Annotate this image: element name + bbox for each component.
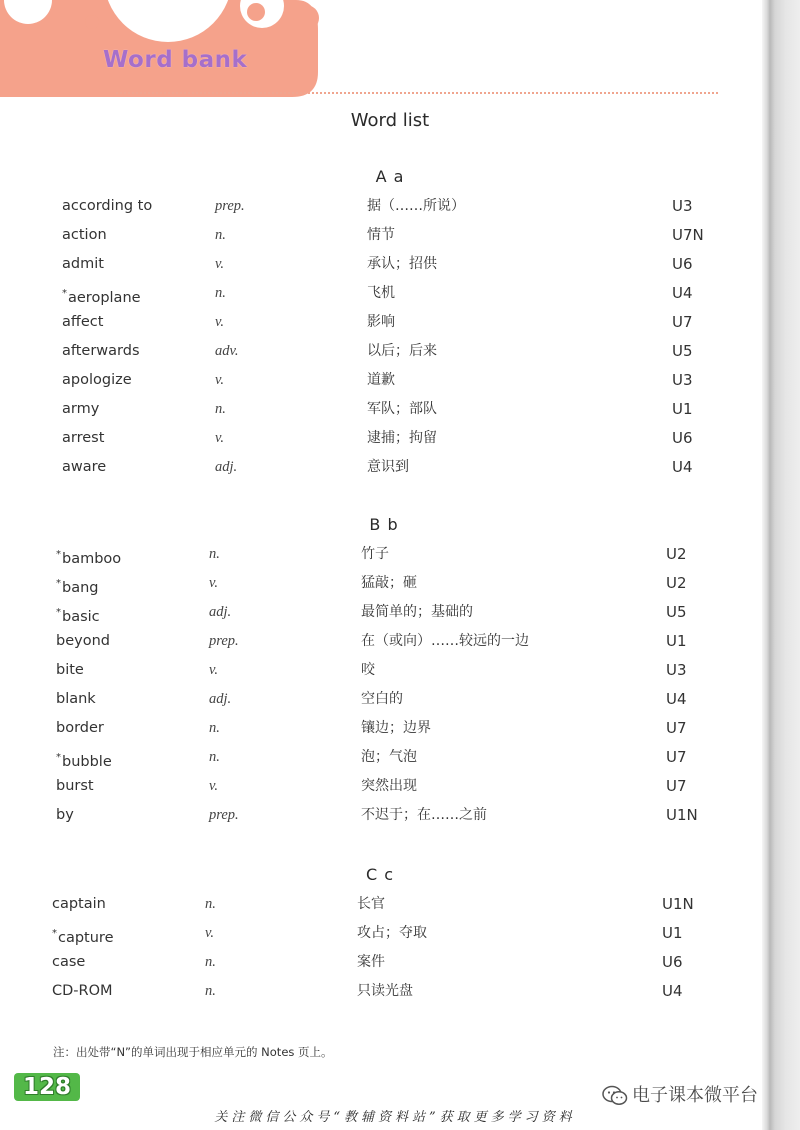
entry-part-of-speech: n. [209,749,220,765]
entry-word: border [56,720,104,736]
entry-unit: U7 [672,313,693,331]
entry-part-of-speech: adj. [209,604,232,620]
section-c [0,860,750,1006]
footer-promo-text: 关注微信公众号“教辅资料站”获取更多学习资料 [214,1110,576,1125]
header-title: Word bank [103,47,248,73]
entry-word: army [62,401,100,417]
entry-meaning: 突然出现 [361,778,417,794]
entry-word: captain [52,896,106,912]
entry-word-cell [62,424,104,453]
entry-word-cell [62,221,107,250]
entry-word-cell [52,977,113,1006]
entry-unit: U6 [672,429,693,447]
dotted-divider [116,92,718,94]
word-entry [0,714,754,743]
entry-unit: U3 [672,371,693,389]
word-entry [0,919,750,948]
entry-word: affect [62,314,104,330]
entry-unit: U4 [666,690,687,708]
entry-word-cell [56,656,84,685]
entry-meaning: 空白的 [361,691,403,707]
footnote: 注：出处带“N”的单词出现于相应单元的 Notes 页上。 [53,1045,333,1059]
entry-part-of-speech: v. [215,314,224,330]
word-entry [0,192,760,221]
entry-part-of-speech: v. [215,256,224,272]
word-entry [0,627,754,656]
entry-star-mark: * [52,928,57,939]
entry-word-cell [62,453,106,482]
entry-part-of-speech: n. [209,546,220,562]
entry-part-of-speech: n. [205,954,216,970]
entry-unit: U1N [666,806,698,824]
section-a [0,162,760,482]
entry-meaning: 泡；气泡 [361,749,417,765]
word-entry [0,308,760,337]
entry-meaning: 镶边；边界 [361,720,431,736]
entry-meaning: 飞机 [367,285,395,301]
entry-meaning: 情节 [367,227,395,243]
entry-unit: U6 [672,255,693,273]
entry-part-of-speech: n. [205,983,216,999]
entry-star-mark: * [56,752,61,763]
entry-part-of-speech: v. [209,662,218,678]
word-entry [0,598,754,627]
word-entry [0,685,754,714]
entry-word-cell [62,308,103,337]
entry-word-cell [62,250,104,279]
word-entry [0,395,760,424]
watermark-text: 电子课本微平台 [632,1085,758,1106]
entry-star-mark: * [56,549,61,560]
entry-meaning: 影响 [367,314,395,330]
word-entry [0,279,760,308]
word-entry [0,772,754,801]
entry-part-of-speech: prep. [215,198,245,214]
word-entry [0,977,750,1006]
entry-meaning: 攻占；夺取 [357,925,427,941]
entry-unit: U1N [662,895,694,913]
entry-meaning: 据（……所说） [367,198,465,214]
entry-part-of-speech: v. [209,778,218,794]
word-entry [0,948,750,977]
entry-word: by [56,807,74,823]
entry-meaning: 猛敲；砸 [361,575,417,591]
entry-meaning: 不迟于；在……之前 [361,807,487,823]
entry-part-of-speech: n. [215,285,226,301]
entry-part-of-speech: v. [215,430,224,446]
word-entry [0,424,760,453]
entry-word: bang [62,580,99,596]
section-b [0,510,754,830]
entry-word: apologize [62,372,132,388]
entry-part-of-speech: n. [215,401,226,417]
entry-unit: U3 [666,661,687,679]
entry-part-of-speech: v. [215,372,224,388]
entry-word: afterwards [62,343,140,359]
entry-meaning: 案件 [357,954,385,970]
entry-word-cell [56,685,96,714]
entry-word: burst [56,778,94,794]
entry-meaning: 以后；后来 [367,343,437,359]
section-heading: A a [375,167,405,186]
entry-meaning: 最简单的；基础的 [361,604,473,620]
entry-part-of-speech: adv. [215,343,239,359]
section-heading: C c [365,865,395,884]
entry-unit: U6 [662,953,683,971]
entry-star-mark: * [56,607,61,618]
entry-word-cell [62,395,99,424]
entry-part-of-speech: v. [205,925,214,941]
entry-unit: U4 [672,458,693,476]
entry-word: action [62,227,107,243]
entry-word: basic [62,609,100,625]
entry-meaning: 意识到 [367,459,409,475]
entry-meaning: 承认；招供 [367,256,437,272]
entry-unit: U2 [666,545,687,563]
entry-meaning: 军队；部队 [367,401,437,417]
page-number: 128 [14,1073,80,1101]
entry-meaning: 咬 [361,662,375,678]
entry-word: CD-ROM [52,983,113,999]
entry-unit: U7N [672,226,704,244]
entry-word-cell [62,337,140,366]
word-entry [0,540,754,569]
entry-unit: U7 [666,748,687,766]
entry-word: beyond [56,633,110,649]
word-entry [0,221,760,250]
entry-unit: U5 [672,342,693,360]
entry-meaning: 只读光盘 [357,983,413,999]
entry-meaning: 长官 [357,896,385,912]
entry-part-of-speech: n. [215,227,226,243]
word-entry [0,453,760,482]
entry-star-mark: * [62,288,67,299]
entry-meaning: 逮捕；拘留 [367,430,437,446]
entry-word: according to [62,198,153,214]
word-entry [0,366,760,395]
section-heading: B b [369,515,399,534]
entry-word: blank [56,691,96,707]
word-entry [0,569,754,598]
entry-part-of-speech: prep. [209,633,239,649]
entry-word: case [52,954,86,970]
entry-part-of-speech: n. [205,896,216,912]
entry-unit: U1 [672,400,693,418]
word-entry [0,743,754,772]
entry-part-of-speech: prep. [209,807,239,823]
wechat-icon [602,1085,628,1107]
entry-meaning: 在（或向）……较远的一边 [361,633,529,649]
entry-word-cell [56,772,94,801]
entry-unit: U7 [666,719,687,737]
page-title: Word list [350,110,430,131]
entry-unit: U3 [672,197,693,215]
entry-word-cell [56,801,74,830]
word-entry [0,337,760,366]
entry-unit: U5 [666,603,687,621]
entry-word: aware [62,459,107,475]
entry-part-of-speech: n. [209,720,220,736]
entry-word-cell [62,366,132,395]
entry-word: bite [56,662,84,678]
entry-word: capture [58,930,114,946]
entry-word: aeroplane [68,290,141,306]
entry-unit: U1 [662,924,683,942]
entry-word-cell [52,890,106,919]
entry-unit: U1 [666,632,687,650]
entry-part-of-speech: adj. [209,691,232,707]
entry-unit: U4 [662,982,683,1000]
entry-meaning: 道歉 [367,372,395,388]
entry-unit: U4 [672,284,693,302]
word-entry [0,801,754,830]
entry-part-of-speech: v. [209,575,218,591]
word-entry [0,656,754,685]
entry-unit: U2 [666,574,687,592]
entry-word-cell [52,948,85,977]
entry-word-cell [56,627,110,656]
entry-meaning: 竹子 [361,546,389,562]
entry-word: bamboo [62,551,122,567]
entry-word: admit [62,256,104,272]
entry-word-cell [62,192,152,221]
entry-star-mark: * [56,578,61,589]
entry-part-of-speech: adj. [215,459,238,475]
entry-unit: U7 [666,777,687,795]
word-entry [0,250,760,279]
entry-word-cell [56,714,104,743]
word-entry [0,890,750,919]
entry-word: bubble [62,754,112,770]
entry-word: arrest [62,430,105,446]
